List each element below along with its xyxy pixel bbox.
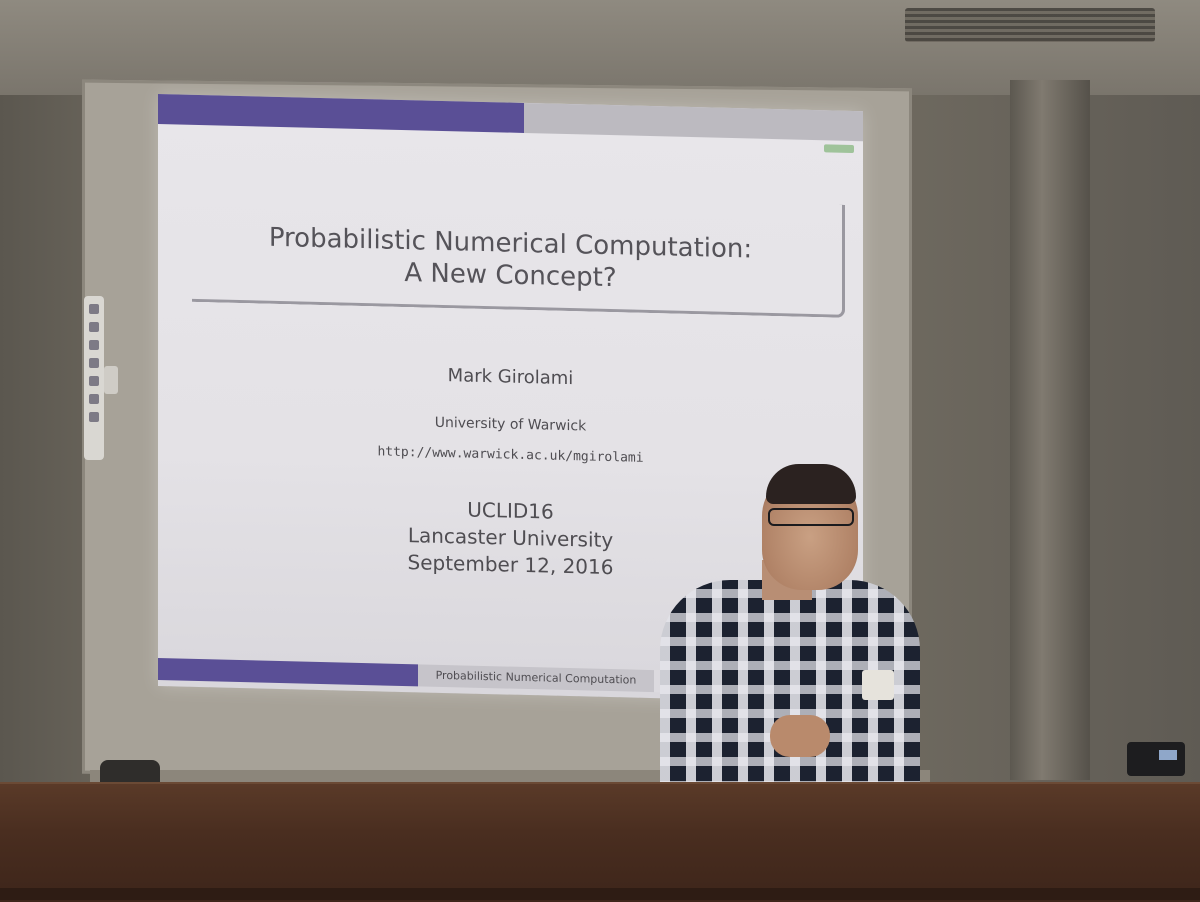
slide-event-venue: Lancaster University <box>407 523 614 553</box>
slide-event-date: September 12, 2016 <box>407 550 614 580</box>
slide-navigation-indicator <box>824 144 854 153</box>
pen-tool-icon[interactable] <box>89 322 99 332</box>
device-screen <box>1159 750 1177 760</box>
cable-clip <box>100 760 160 782</box>
name-badge <box>862 670 894 700</box>
lecture-bench <box>0 782 1200 902</box>
pen-tool-icon[interactable] <box>89 304 99 314</box>
toolbar-tab[interactable] <box>104 366 118 394</box>
select-tool-icon[interactable] <box>89 394 99 404</box>
speaker <box>650 460 930 790</box>
slide-url: http://www.warwick.ac.uk/mgirolami <box>377 444 644 466</box>
slide-footer-accent <box>158 658 418 686</box>
slide-event-name: UCLID16 <box>467 497 554 524</box>
bench-edge <box>0 888 1200 900</box>
speaker-hair <box>766 464 856 504</box>
slide-title-line-1: Probabilistic Numerical Computation: <box>268 222 753 265</box>
slide-affiliation: University of Warwick <box>434 414 587 435</box>
highlighter-icon[interactable] <box>89 340 99 350</box>
speaker-glasses <box>768 508 854 526</box>
slide-footer-title: Probabilistic Numerical Computation <box>418 664 654 692</box>
speaker-hand <box>770 715 830 757</box>
slide-title-line-2: A New Concept? <box>404 258 617 294</box>
wall-pillar <box>1010 80 1090 780</box>
whiteboard-pen-tray-toolbar[interactable] <box>84 296 104 460</box>
ceiling-vent <box>905 8 1155 42</box>
slide-author: Mark Girolami <box>447 365 574 390</box>
eraser-icon[interactable] <box>89 358 99 368</box>
undo-icon[interactable] <box>89 412 99 422</box>
shape-tool-icon[interactable] <box>89 376 99 386</box>
